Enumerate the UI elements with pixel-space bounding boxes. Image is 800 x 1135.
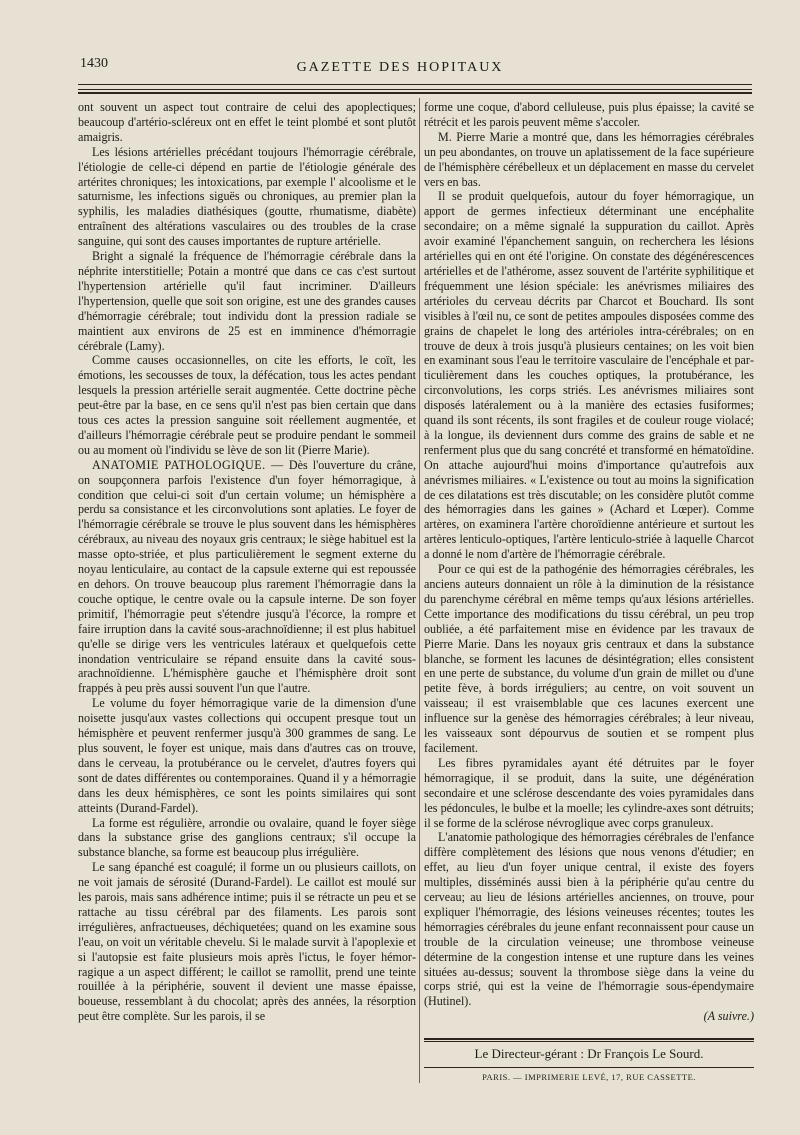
director-line: Le Directeur-gérant : Dr François Le Sourd. <box>474 1046 704 1061</box>
header-rule-bold <box>78 92 752 94</box>
left-paragraph-6: Le volume du foyer hémorragique varie de la dimension d'une noisette jusqu'aux vastes collections qui occupent presque tout un hémisphère et peuvent renfermer jusqu'à 300 grammes de sang. Le plus souvent, le foyer est unique, mais dans d'autres cas on trouve, dans le cerveau, la protubérance ou le cervelet, d'autres foyers qui sont de dates différentes ou contemporaines. Quand il y a hémorragie dans les deux hémisphères, ce sont les points similaires qui sont atteints (Durand-Fardel). <box>78 696 416 815</box>
left-paragraph-1: ont souvent un aspect tout contraire de celui des apoplectiques; beaucoup d'artério-scléreux ont en effet le teint plombé et sont plutôt amaigris. <box>78 100 416 144</box>
to-be-continued <box>424 1009 754 1024</box>
right-paragraph-4: Pour ce qui est de la pathogénie des hémorragies cérébrales, les anciens auteurs donnaient un rôle à la diminution de la résistance du parenchyme cérébral en même temps qu'aux lésions artérielles. Cette importance des modifications du tissu cérébral, un peu trop oubliée, a été parfaitement mise en évidence par les travaux de Pierre Marie. Dans les noyaux gris centraux et dans la substance blanche, se forment les lacunes de désintégration; elles consistent en une perte de substance, du volume d'un grain de millet ou d'une petite fève, à bords irréguliers; au centre, on voit souvent un vaisseau; il est vraisemblable que ces lacunes exercent une influence sur la genèse des hémorragies cérébrales; à leur niveau, les vaisseaux sont dépourvus de soutien et se rompent plus facilement. <box>424 562 754 755</box>
left-paragraph-5 <box>78 458 416 697</box>
right-paragraph-1: forme une coque, d'abord celluleuse, puis plus épaisse; la cavité se rétrécit et les parois peuvent même s'accoler. <box>424 100 754 129</box>
section-heading-anatomie: ANATOMIE PATHOLOGIQUE. — <box>92 457 284 472</box>
header-rule <box>78 84 752 90</box>
left-paragraph-2: Les lésions artérielles précédant toujours l'hémorragie cérébrale, l'étiologie de celle-ci dépend en partie de l'étiologie générale des artérites chroniques; les intoxications, par exemple l' alcoolisme et le saturnisme, les infections siguës ou chroniques, au premier plan la syphilis, les maladies diathésiques (goutte, rhumatisme, diabète) entraînent des altérations vasculaires ou des troubles de la crase sanguine, qui sont des causes importantes de rupture artérielle. <box>78 144 416 249</box>
left-paragraph-7: La forme est régulière, arrondie ou ovalaire, quand le foyer siège dans la substance grise des ganglions centraux; s'il occupe la substance blanche, sa forme est beaucoup plus irrégulière. <box>78 815 416 860</box>
right-paragraph-3: Il se produit quelquefois, autour du foyer hémorragique, un apport de germes infectieux déterminant une encéphalite secondaire; on a même signalé la suppuration du caillot. Après avoir examiné l'épanchement sanguin, on recherchera les lésions artérielles qui en ont été l'origine. On constate des dégénérescences artérielles et de l'athérome, assez souvent de l'artérite syphilitique et fréquemment une lésion spéciale: les anévrismes miliaires des artérioles du cerveau décrits par Charcot et Bouchard. Ils sont visibles à l'œil nu, ce sont de petites ampoules disposées comme des grains de chapelet le long des artérioles intra-cérébrales; on en trouve de deux à trois jusqu'à plusieurs centaines; on les voit bien en examinant sous l'eau le territoire vasculaire de l'encéphale et particulièrement dans les couches optiques, la protubérance, les circonvolutions, les corps striés. Les anévrismes miliaires sont disposés latéralement ou à la manière des ectasies fusiformes; quand ils sont récents, ils sont fragiles et de couleur rouge violacé; à la longue, ils deviennent durs comme des grains de sable et ne renferment plus que du sang concrété et transformé en hématoïdine. On attache aujourd'hui moins d'importance qu'autrefois aux anévrismes miliaires. « L'existence ou tout au moins la signification de ces dilatations est très discutable; on les considère plutôt comme des hémorragies dans les gaines » (Achard et Lœper). Comme artères, on examinera l'artère choroïdienne antérieure et surtout les artères lenticulo-optiques, l'artère lenticulo-striée à laquelle Charcot a donné le nom d'artère de l'hémorragie cérébrale. <box>424 189 754 562</box>
footer-rule-lower <box>424 1067 754 1068</box>
right-paragraph-2: M. Pierre Marie a montré que, dans les hémorragies cérébrales un peu abondantes, on trouve un aplatissement de la face supérieure de l'hémisphère cérébelleux et un déplacement en masse du cervelet vers en bas. <box>424 129 754 189</box>
to-be-continued-text: (A suivre.) <box>703 1009 754 1024</box>
left-paragraph-8: Le sang épanché est coagulé; il forme un ou plusieurs caillots, on ne voit jamais de sérosité (Durand-Fardel). Le caillot est moulé sur les parois, mais sans adhérence intime; puis il se rétracte un peu et se rattache au tissu cérébral par des filaments. Les parois sont irrégulières, anfractueuses, déchiquetées; quand on les examine sous l'eau, on voit un véritable chevelu. Si le malade survit à l'apoplexie et si l'autopsie est faite plusieurs mois après l'ictus, le foyer hémorragique a un aspect différent; le caillot se ramollit, prend une teinte rouillée à la périphérie, souvent il devient une masse épaisse, boueuse, ressemblant à du chocolat; après des années, la résorption peut être complète. Sur les parois, il se <box>78 860 416 1024</box>
right-column <box>424 100 754 1024</box>
left-paragraph-5-text: Dès l'ouverture du crâne, on soupçonnera parfois l'existence d'un foyer hémorragique, à condition que celui-ci soit d'un certain volume; un hémisphère a perdu sa consistance et les circonvolutions sont aplaties. Le foyer de l'hémorragie cérébrale se trouve le plus souvent dans les hémisphères cérébraux, au niveau des noyaux gris centraux; le siège habituel est la masse opto-striée, et plus particulièrement le segment externe du noyau lenticulaire, au contact de la capsule externe qui est repoussée en dehors. On trouve beaucoup plus rarement l'hémorragie dans la couche optique, le centre ovale ou la capsule interne. De son foyer primitif, l'hémorragie peut s'étendre jusqu'à l'écorce, la rompre et faire irruption dans la cavité sous-arachnoïdienne; il est plus habituel qu'elle se dirige vers les ventricules latéraux et quelquefois cette inondation ventriculaire se répand ensuite dans la cavité sous-arachnoïdienne. L'hémisphère gauche et l'hémisphère droit sont frappés à peu près aussi souvent l'un que l'autre. <box>78 457 417 696</box>
right-paragraph-6: L'anatomie pathologique des hémorragies cérébrales de l'enfance diffère complètement des lésions que nous venons d'étudier; en effet, au lieu d'un foyer unique central, il existe des foyers multiples, disséminés aussi bien à la périphérie qu'au centre du cerveau; au lieu de lésions artérielles anciennes, on trouve, pour expliquer l'hémorragie, des lésions veineuses récentes; toutes les hémorragies cérébrales du jeune enfant reconnaissent pour cause un trouble de la circulation veineuse; une thrombose veineuse détermine de la congestion intense et une rupture dans les veines situées au-dessus; souvent la thrombose siège dans la veine du corps strié, qui est la veine de l'hémorragie sous-épendymaire (Hutinel). <box>424 830 754 1009</box>
column-divider <box>419 98 420 1083</box>
footer-rule <box>424 1038 754 1040</box>
footer-rule-thin <box>424 1041 754 1042</box>
left-column <box>78 100 416 1024</box>
journal-title: GAZETTE DES HOPITAUX <box>296 60 504 75</box>
page-number: 1430 <box>80 56 108 71</box>
printer-line: PARIS. — IMPRIMERIE LEVÉ, 17, RUE CASSETTE. <box>482 1072 696 1082</box>
right-paragraph-5: Les fibres pyramidales ayant été détruites par le foyer hémorragique, il se produit, dans la suite, une dégénération secondaire et une sclérose descendante des voies pyramidales dans les pédoncules, le bulbe et la moelle; les cylindre-axes sont détruits; il se forme de la sclérose névroglique avec corps granuleux. <box>424 755 754 830</box>
left-paragraph-4: Comme causes occasionnelles, on cite les efforts, le coït, les émotions, les secousses de toux, la défécation, tous les actes pendant lesquels la pression artérielle serait augmentée. Cette doctrine pèche peut-être par la base, en ce sens qu'il n'est pas bien certain que dans tous ces actes la pression sanguine soit réellement augmentée, et d'ailleurs l'hémorragie cérébrale peut se produire pendant le sommeil ou au moment où l'individu se lève de son lit (Pierre Marie). <box>78 353 416 457</box>
left-paragraph-3: Bright a signalé la fréquence de l'hémorragie cérébrale dans la néphrite interstitielle; Potain a montré que dans ce cas c'est surtout l'hypertension artérielle qu'il faut incriminer. D'ailleurs l'hypertension, quelle que soit son origine, est une des grandes causes d'hémorragie cérébrale; tout individu dont la pression radiale se maintient aux environs de 25 est en imminence d'hémorragie cérébrale (Lamy). <box>78 249 416 353</box>
